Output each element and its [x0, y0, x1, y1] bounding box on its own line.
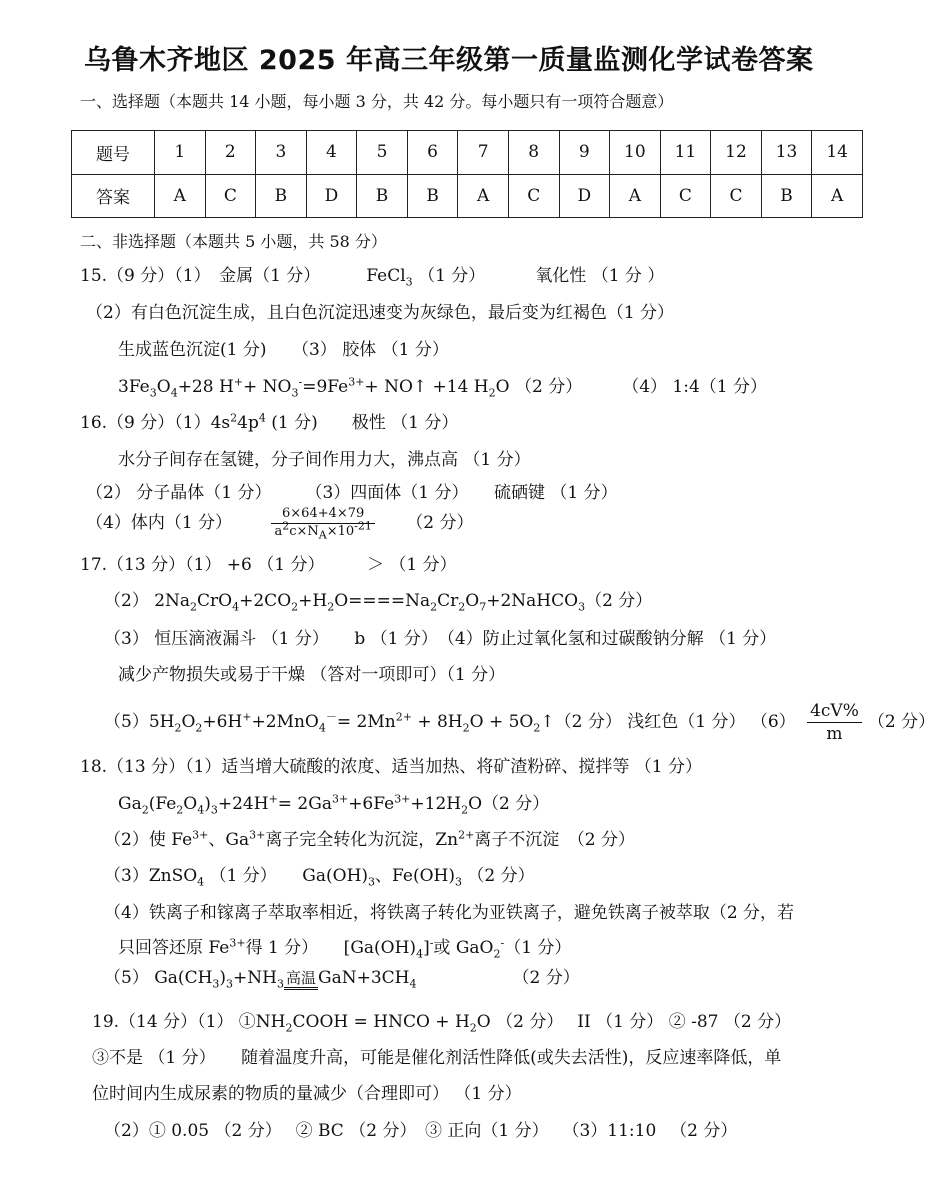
table-row-label: 题号 [72, 131, 155, 175]
table-cell: 9 [559, 131, 610, 175]
table-cell: 2 [205, 131, 256, 175]
table-cell: 5 [357, 131, 408, 175]
q17-line-1: 17.（13 分）（1） +6 （1 分） ＞ （1 分） [80, 555, 457, 575]
q16-line-3: （2） 分子晶体（1 分） （3）四面体（1 分） 硫硒键 （1 分） [86, 483, 618, 503]
table-cell: D [559, 174, 610, 218]
table-cell: A [610, 174, 661, 218]
table-cell: 8 [508, 131, 559, 175]
table-cell: 12 [711, 131, 762, 175]
q18-equation: $Ga_2(Fe_2O_4)_3+24H^+= 2Ga^{3+}+6Fe^{3+}+12H_2O(2$ 分） [118, 792, 550, 817]
q18-line-6: 只回答还原 $Fe^{3+}$得 1 分） $[Ga(OH)_4]^-$或 GaO$_2$-（1 分） [118, 936, 572, 961]
table-cell: 3 [256, 131, 307, 175]
section-2-heading: 二、非选择题（本题共 5 小题，共 58 分） [80, 232, 387, 251]
page-title: 乌鲁木齐地区 2025 年高三年级第一质量监测化学试卷答案 [84, 45, 814, 76]
q15-line-2: （2）有白色沉淀生成，且白色沉淀迅速变为灰绿色，最后变为红褐色（1 分） [86, 303, 675, 323]
table-cell: A [812, 174, 863, 218]
table-cell: 13 [761, 131, 812, 175]
q18-line-5: （4）铁离子和镓离子萃取率相近，将铁离子转化为亚铁离子，避免铁离子被萃取（2 分，若 [104, 903, 795, 923]
table-cell: A [458, 174, 509, 218]
q19-line-2: ③不是 （1 分） 随着温度升高，可能是催化剂活性降低(或失去活性)，反应速率降低，单 [92, 1048, 782, 1068]
table-cell: D [306, 174, 357, 218]
q16-line-4: （4）体内（1 分） $\frac{6\times 64+4\times 79}{a^2c\times N_A\times 10^{-21}}$ （2 分） [86, 506, 474, 542]
q16-line-2: 水分子间存在氢键，分子间作用力大，沸点高 （1 分） [118, 450, 531, 470]
q15-line-1: 15.（9 分）（1） 金属（1 分） FeCl$_3$ （1 分） 氧化性 （1 分 ） [80, 266, 665, 289]
q19-line-4: （2）① 0.05 （2 分） ② BC （2 分） ③ 正向（1 分） （3）11:10 （2 分） [104, 1121, 738, 1141]
q18-line-4: （3）ZnSO$_4$ （1 分） $Ga(OH)_3$、$Fe(OH)_3$ （2 分） [104, 866, 535, 889]
q17-line-3: （3） 恒压滴液漏斗 （1 分） b （1 分） （4）防止过氧化氢和过碳酸钠分解 （1 分） [104, 629, 777, 649]
table-cell: C [660, 174, 711, 218]
table-cell: B [256, 174, 307, 218]
multiple-choice-answer-table [71, 130, 863, 218]
table-cell: C [205, 174, 256, 218]
q18-line-7: （5） $Ga(CH_3)_3+NH_3$ 高温 $GaN+3CH_4$ （2 分） [104, 968, 580, 991]
table-cell: C [508, 174, 559, 218]
table-cell: 6 [407, 131, 458, 175]
table-cell: B [761, 174, 812, 218]
q17-equation: （2） $2Na_2CrO_4+2CO_2+H_2O====Na_2Cr_2O_7+2NaHCO_3(2$ 分） [104, 591, 653, 614]
q19-line-3: 位时间内生成尿素的物质的量减少（合理即可） （1 分） [92, 1084, 522, 1104]
table-row-answers [72, 174, 863, 218]
q17-line-5: $(5)5H_2O_2+6H^++2MnO_4^-= 2Mn^{2+} + 8H_2O$ + $5O_2↑(2$ 分） 浅红色（1 分） （6） $\frac{4cV\%}{m}$ （2 分） [104, 701, 936, 745]
table-cell: A [155, 174, 206, 218]
table-cell: 4 [306, 131, 357, 175]
table-cell: C [711, 174, 762, 218]
q18-line-1: 18.（13 分）（1）适当增大硫酸的浓度、适当加热、将矿渣粉碎、搅拌等 （1 分） [80, 757, 703, 777]
table-cell: 11 [660, 131, 711, 175]
table-cell: B [407, 174, 458, 218]
table-cell: 7 [458, 131, 509, 175]
q16-line-1: 16.（9 分）$(1)4s^24p^4$ (1 分) 极性 （1 分） [80, 411, 459, 433]
q15-equation: $3Fe_3O_4+28$ $H^++ NO_3^-=9Fe^{3+}+$ NO↑ +14 $H_2O$ （2 分） （4） 1:4（1 分） [118, 375, 768, 400]
table-row-label: 答案 [72, 174, 155, 218]
reaction-condition-high-temperature: 高温 [284, 971, 318, 992]
q18-line-3: （2）使 $Fe^{3+}$、$Ga^{3+}$离子完全转化为沉淀，$Zn^{2+}$离子不沉淀 （2 分） [104, 828, 636, 850]
table-cell: 14 [812, 131, 863, 175]
section-1-heading: 一、选择题（本题共 14 小题，每小题 3 分，共 42 分。每小题只有一项符合题意） [80, 92, 674, 111]
table-cell: B [357, 174, 408, 218]
table-cell: 1 [155, 131, 206, 175]
q17-line-4: 减少产物损失或易于干燥 （答对一项即可）（1 分） [118, 665, 506, 685]
table-row-question-numbers [72, 131, 863, 175]
mass-fraction-formula: $\frac{4cV\%}{m}$ [807, 700, 862, 745]
q19-line-1: 19.（14 分）（1） $①NH_2COOH$ = HNCO + $H_2O$ （2 分） II （1 分） ② -87 （2 分） [92, 1012, 792, 1035]
table-cell: 10 [610, 131, 661, 175]
q15-line-3: 生成蓝色沉淀(1 分) （3） 胶体 （1 分） [118, 340, 449, 360]
density-formula: $\frac{6\times 64+4\times 79}{a^2c\times N_A\times 10^{-21}}$ [271, 506, 374, 541]
